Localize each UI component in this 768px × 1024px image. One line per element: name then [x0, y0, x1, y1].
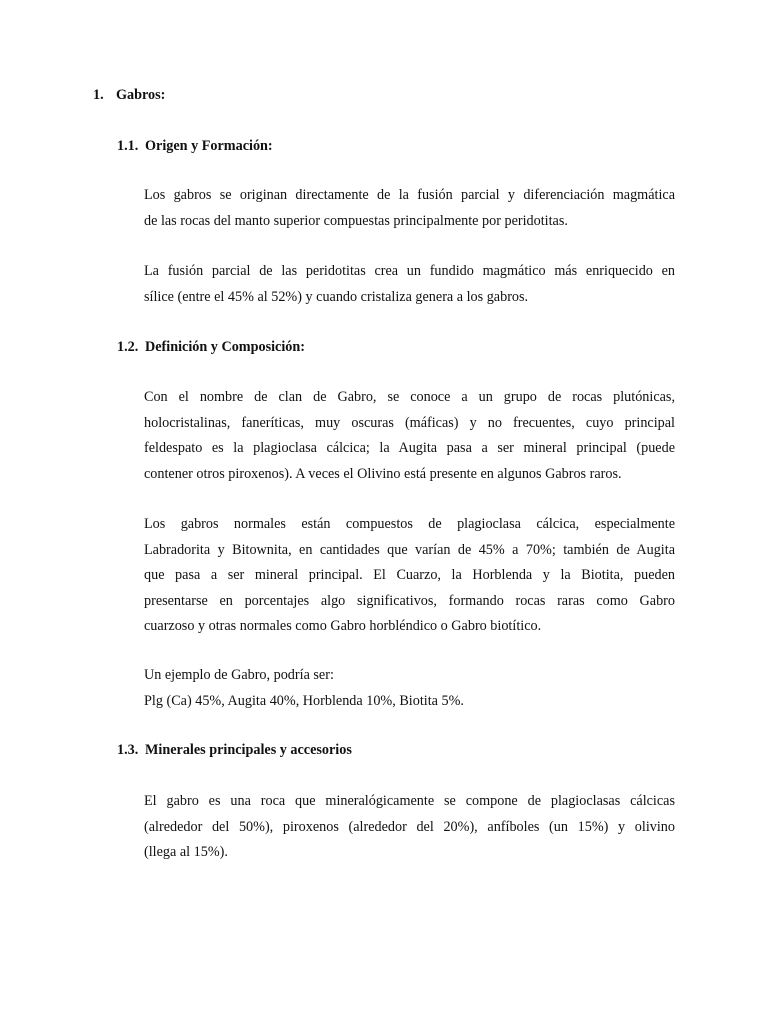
- text-line: feldespato es la plagioclasa cálcica; la Augita pasa a ser mineral principal (puede: [144, 440, 675, 456]
- text-line: cuarzoso y otras normales como Gabro horbléndico o Gabro biotítico.: [144, 618, 542, 634]
- section-number: 1.: [93, 87, 104, 103]
- section-title: Gabros:: [116, 87, 166, 103]
- text-line: Plg (Ca) 45%, Augita 40%, Horblenda 10%, Biotita 5%.: [144, 692, 464, 709]
- subsection-number: 1.3.: [117, 742, 139, 758]
- paragraph-definicion-1: [144, 385, 675, 487]
- text-line: contener otros piroxenos). A veces el Olivino está presente en algunos Gabros raros.: [144, 465, 622, 482]
- subsection-heading-origen: [117, 138, 273, 155]
- subsection-title: Minerales principales y accesorios: [145, 742, 352, 758]
- text-line: presentarse en porcentajes algo significativos, formando rocas raras como Gabro: [144, 592, 675, 609]
- text-line: sílice (entre el 45% al 52%) y cuando cristaliza genera a los gabros.: [144, 288, 529, 305]
- text-line: que pasa a ser mineral principal. El Cuarzo, la Horblenda y la Biotita, pueden: [144, 567, 675, 583]
- subsection-title: Origen y Formación:: [145, 138, 273, 154]
- text-line: El gabro es una roca que mineralógicamente se compone de plagioclasas cálcicas: [144, 793, 675, 809]
- text-line: Un ejemplo de Gabro, podría ser:: [144, 667, 334, 683]
- subsection-title: Definición y Composición:: [145, 339, 306, 355]
- paragraph-minerales: [144, 789, 675, 866]
- paragraph-origen-2: [144, 259, 675, 310]
- text-line: (llega al 15%).: [144, 844, 228, 860]
- text-line: Los gabros se originan directamente de la fusión parcial y diferenciación magmática: [144, 187, 675, 203]
- text-line: holocristalinas, faneríticas, muy oscuras (máficas) y no frecuentes, cuyo principal: [144, 414, 675, 431]
- text-line: de las rocas del manto superior compuestas principalmente por peridotitas.: [144, 212, 568, 229]
- paragraph-ejemplo: [144, 663, 675, 714]
- text-line: Labradorita y Bitownita, en cantidades que varían de 45% a 70%; también de Augita: [144, 541, 675, 558]
- subsection-heading-definicion: [117, 339, 305, 356]
- subsection-number: 1.2.: [117, 339, 139, 355]
- text-line: Con el nombre de clan de Gabro, se conoce a un grupo de rocas plutónicas,: [144, 389, 675, 405]
- paragraph-origen-1: [144, 183, 675, 234]
- paragraph-definicion-2: [144, 512, 675, 640]
- text-line: La fusión parcial de las peridotitas crea un fundido magmático más enriquecido en: [144, 263, 675, 279]
- text-line: Los gabros normales están compuestos de plagioclasa cálcica, especialmente: [144, 516, 675, 532]
- subsection-number: 1.1.: [117, 138, 139, 154]
- text-line: (alrededor del 50%), piroxenos (alrededor del 20%), anfíboles (un 15%) y olivino: [144, 818, 675, 835]
- subsection-heading-minerales: [117, 742, 352, 759]
- section-heading-gabros: [93, 87, 165, 104]
